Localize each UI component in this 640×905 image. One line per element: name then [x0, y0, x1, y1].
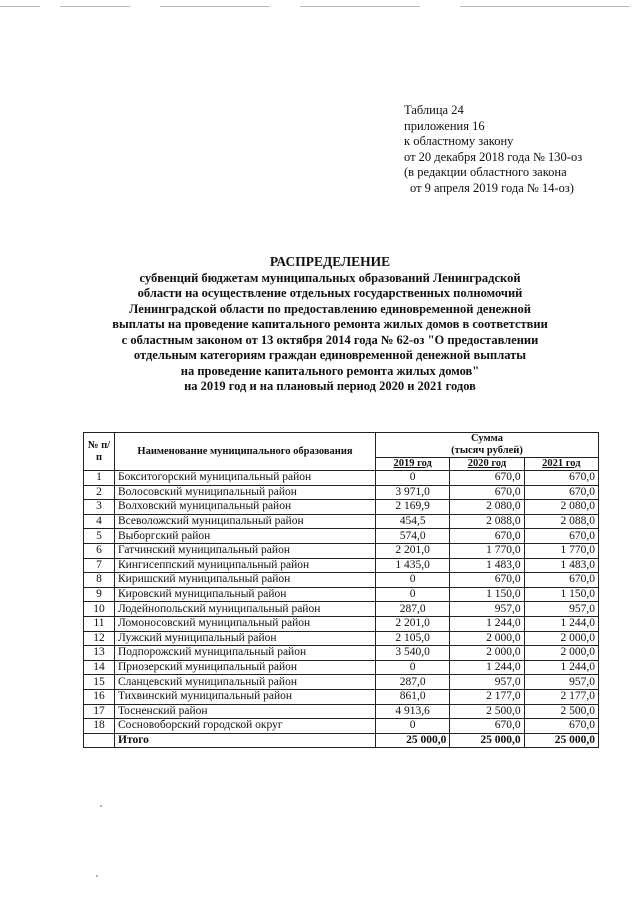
value-2019: 3 540,0 — [376, 646, 450, 661]
row-number: 12 — [84, 631, 115, 646]
value-2021: 1 483,0 — [524, 558, 598, 573]
table-row — [84, 602, 599, 617]
col-sum-title: Сумма — [471, 433, 503, 444]
value-2019: 1 435,0 — [376, 558, 450, 573]
municipality-name: Кировский муниципальный район — [115, 587, 376, 602]
table-row — [84, 689, 599, 704]
value-2020: 1 150,0 — [450, 587, 524, 602]
municipality-name: Ломоносовский муниципальный район — [115, 616, 376, 631]
table-row — [84, 675, 599, 690]
value-2021: 670,0 — [524, 529, 598, 544]
value-2020: 1 770,0 — [450, 543, 524, 558]
row-number: 8 — [84, 573, 115, 588]
value-2020: 2 088,0 — [450, 514, 524, 529]
value-2021: 957,0 — [524, 602, 598, 617]
note-line: приложения 16 — [404, 118, 485, 133]
table-row — [84, 471, 599, 486]
table-row — [84, 514, 599, 529]
table-row — [84, 646, 599, 661]
value-2021: 2 000,0 — [524, 631, 598, 646]
subtitle-line: выплаты на проведение капитального ремонта жилых домов в соответствии — [112, 317, 548, 331]
table-row — [84, 631, 599, 646]
value-2020: 2 000,0 — [450, 646, 524, 661]
municipality-name: Волховский муниципальный район — [115, 500, 376, 515]
note-line: (в редакции областного закона — [404, 165, 567, 179]
table-row — [84, 704, 599, 719]
value-2019: 2 105,0 — [376, 631, 450, 646]
municipality-name: Сланцевский муниципальный район — [115, 675, 376, 690]
value-2021: 1 244,0 — [524, 616, 598, 631]
value-2021: 2 088,0 — [524, 514, 598, 529]
value-2019: 4 913,6 — [376, 704, 450, 719]
table-row — [84, 616, 599, 631]
subtitle-line: с областным законом от 13 октября 2014 года № 62-оз "О предоставлении — [121, 332, 539, 347]
municipality-name: Подпорожский муниципальный район — [115, 646, 376, 661]
value-2020: 670,0 — [450, 471, 524, 486]
municipality-name: Тихвинский муниципальный район — [115, 689, 376, 704]
value-2020: 670,0 — [450, 529, 524, 544]
municipality-name: Тосненский район — [115, 704, 376, 719]
value-2021: 1 150,0 — [524, 587, 598, 602]
note-line: к областному закону — [404, 134, 514, 148]
subtitle-line: на 2019 год и на плановый период 2020 и 2021 годов — [184, 379, 476, 393]
value-2021: 670,0 — [524, 719, 598, 734]
municipality-name: Лодейнопольский муниципальный район — [115, 602, 376, 617]
appendix-note — [404, 103, 582, 196]
row-number: 6 — [84, 543, 115, 558]
municipality-name: Волосовский муниципальный район — [115, 485, 376, 500]
value-2020: 2 500,0 — [450, 704, 524, 719]
total-2019: 25 000,0 — [376, 733, 450, 748]
value-2020: 670,0 — [450, 719, 524, 734]
scan-speck — [100, 805, 102, 807]
table-row — [84, 485, 599, 500]
value-2021: 2 080,0 — [524, 500, 598, 515]
value-2020: 2 177,0 — [450, 689, 524, 704]
value-2021: 670,0 — [524, 573, 598, 588]
table-row — [84, 543, 599, 558]
value-2019: 0 — [376, 719, 450, 734]
value-2019: 0 — [376, 587, 450, 602]
row-number: 7 — [84, 558, 115, 573]
value-2021: 1 770,0 — [524, 543, 598, 558]
value-2021: 2 177,0 — [524, 689, 598, 704]
table-row — [84, 587, 599, 602]
table-row — [84, 573, 599, 588]
total-num-cell — [84, 733, 115, 748]
row-number: 3 — [84, 500, 115, 515]
value-2019: 454,5 — [376, 514, 450, 529]
value-2020: 670,0 — [450, 573, 524, 588]
row-number: 15 — [84, 675, 115, 690]
year-2021-header: 2021 год — [524, 458, 598, 471]
row-number: 13 — [84, 646, 115, 661]
municipality-name: Выборгский район — [115, 529, 376, 544]
value-2021: 2 500,0 — [524, 704, 598, 719]
municipality-name: Всеволожский муниципальный район — [115, 514, 376, 529]
row-number: 10 — [84, 602, 115, 617]
table-row — [84, 558, 599, 573]
total-2020: 25 000,0 — [450, 733, 524, 748]
municipality-name: Киришский муниципальный район — [115, 573, 376, 588]
table-total-row — [84, 733, 599, 748]
value-2019: 287,0 — [376, 675, 450, 690]
subtitle-line: отдельным категориям граждан единовременной денежной выплаты — [133, 348, 527, 362]
subtitle-line: области на осуществление отдельных государственных полномочий — [137, 286, 523, 300]
row-number: 18 — [84, 719, 115, 734]
total-label: Итого — [115, 733, 376, 748]
table-body — [84, 471, 599, 748]
value-2019: 2 201,0 — [376, 543, 450, 558]
value-2019: 861,0 — [376, 689, 450, 704]
municipality-name: Сосновоборский городской округ — [115, 719, 376, 734]
municipality-name: Лужский муниципальный район — [115, 631, 376, 646]
row-number: 1 — [84, 471, 115, 486]
note-line: Таблица 24 — [404, 103, 464, 117]
table-row — [84, 529, 599, 544]
row-number: 14 — [84, 660, 115, 675]
subtitle-line: на проведение капитального ремонта жилых домов" — [180, 363, 480, 378]
value-2020: 670,0 — [450, 485, 524, 500]
year-2020-header: 2020 год — [450, 458, 524, 471]
subtitle-line: Ленинградской области по предоставлению единовременной денежной — [129, 301, 531, 316]
value-2021: 1 244,0 — [524, 660, 598, 675]
municipality-name: Кингисеппский муниципальный район — [115, 558, 376, 573]
value-2020: 1 244,0 — [450, 616, 524, 631]
document-title-block — [90, 254, 570, 395]
value-2020: 957,0 — [450, 675, 524, 690]
year-2019-header: 2019 год — [376, 458, 450, 471]
value-2019: 0 — [376, 660, 450, 675]
total-2021: 25 000,0 — [524, 733, 598, 748]
value-2019: 0 — [376, 471, 450, 486]
value-2020: 2 000,0 — [450, 631, 524, 646]
col-num-header: № п/п — [84, 433, 115, 471]
scan-artifact-line — [0, 6, 640, 8]
value-2021: 2 000,0 — [524, 646, 598, 661]
col-name-header: Наименование муниципального образования — [115, 433, 376, 471]
row-number: 17 — [84, 704, 115, 719]
value-2021: 670,0 — [524, 485, 598, 500]
col-sum-unit: (тысяч рублей) — [451, 445, 523, 456]
value-2020: 957,0 — [450, 602, 524, 617]
distribution-table — [83, 432, 599, 748]
row-number: 5 — [84, 529, 115, 544]
row-number: 11 — [84, 616, 115, 631]
value-2019: 0 — [376, 573, 450, 588]
subtitle-line: субвенций бюджетам муниципальных образований Ленинградской — [139, 270, 521, 285]
note-line: от 9 апреля 2019 года № 14-оз) — [410, 180, 574, 195]
municipality-name: Приозерский муниципальный район — [115, 660, 376, 675]
table-row — [84, 719, 599, 734]
value-2020: 2 080,0 — [450, 500, 524, 515]
value-2019: 2 201,0 — [376, 616, 450, 631]
value-2020: 1 483,0 — [450, 558, 524, 573]
table-row — [84, 660, 599, 675]
row-number: 16 — [84, 689, 115, 704]
value-2021: 957,0 — [524, 675, 598, 690]
scan-speck — [96, 875, 98, 877]
value-2019: 2 169,9 — [376, 500, 450, 515]
document-title: РАСПРЕДЕЛЕНИЕ — [269, 254, 391, 269]
row-number: 4 — [84, 514, 115, 529]
value-2019: 574,0 — [376, 529, 450, 544]
row-number: 2 — [84, 485, 115, 500]
municipality-name: Бокситогорский муниципальный район — [115, 471, 376, 486]
col-sum-header — [376, 433, 599, 458]
value-2019: 287,0 — [376, 602, 450, 617]
table-header-row — [84, 433, 599, 458]
value-2019: 3 971,0 — [376, 485, 450, 500]
value-2021: 670,0 — [524, 471, 598, 486]
municipality-name: Гатчинский муниципальный район — [115, 543, 376, 558]
note-line: от 20 декабря 2018 года № 130-оз — [404, 149, 583, 164]
row-number: 9 — [84, 587, 115, 602]
table-row — [84, 500, 599, 515]
value-2020: 1 244,0 — [450, 660, 524, 675]
